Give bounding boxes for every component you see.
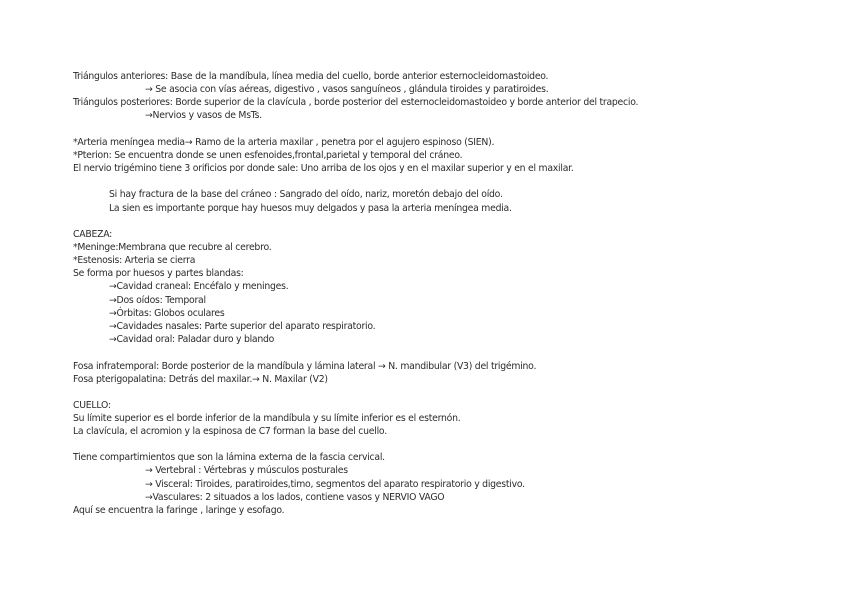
section-heading: CUELLO: xyxy=(73,400,111,411)
text-line: Triángulos posteriores: Borde superior de la clavícula , borde posterior del esternocleidomastoideo y borde anterior del trapecio. xyxy=(73,97,639,108)
text-line: Tiene compartimientos que son la lámina externa de la fascia cervical. xyxy=(73,452,385,463)
section-heading: CABEZA: xyxy=(73,229,113,240)
text-line: Su límite superior es el borde inferior de la mandíbula y su límite inferior es el esternón. xyxy=(73,413,461,424)
text-line: La sien es importante porque hay huesos muy delgados y pasa la arteria meníngea media. xyxy=(109,203,512,214)
text-line: Fosa pterigopalatina: Detrás del maxilar.→ N. Maxilar (V2) xyxy=(73,374,328,385)
text-line: → Se asocia con vías aéreas, digestivo , vasos sanguíneos , glándula tiroides y paratiroides. xyxy=(145,84,549,95)
list-item: → Visceral: Tiroides, paratiroides,timo, segmentos del aparato respiratorio y digestivo. xyxy=(145,479,525,490)
list-item: →Órbitas: Globos oculares xyxy=(109,308,225,319)
list-item: →Cavidad oral: Paladar duro y blando xyxy=(109,334,275,345)
text-line: Se forma por huesos y partes blandas: xyxy=(73,268,244,279)
text-line: Fosa infratemporal: Borde posterior de la mandíbula y lámina lateral → N. mandibular (V3) del trigémino. xyxy=(73,361,537,372)
text-line: Triángulos anteriores: Base de la mandíbula, línea media del cuello, borde anterior esternocleidomastoideo. xyxy=(73,71,549,82)
text-line: *Arteria meníngea media→ Ramo de la arteria maxilar , penetra por el agujero espinoso (SIEN). xyxy=(73,137,495,148)
list-item: →Dos oídos: Temporal xyxy=(109,295,206,306)
text-line: *Pterion: Se encuentra donde se unen esfenoides,frontal,parietal y temporal del cráneo. xyxy=(73,150,463,161)
text-line: El nervio trigémino tiene 3 orificios por donde sale: Uno arriba de los ojos y en el maxilar superior y en el maxilar. xyxy=(73,163,574,174)
text-line: *Estenosis: Arteria se cierra xyxy=(73,255,196,266)
list-item: →Cavidades nasales: Parte superior del aparato respiratorio. xyxy=(109,321,376,332)
text-line: Si hay fractura de la base del cráneo : Sangrado del oído, nariz, moretón debajo del oído. xyxy=(109,189,503,200)
text-line: Aquí se encuentra la faringe , laringe y esofago. xyxy=(73,505,285,516)
list-item: → Vertebral : Vértebras y músculos posturales xyxy=(145,465,348,476)
list-item: →Cavidad craneal: Encéfalo y meninges. xyxy=(109,281,289,292)
text-line: →Nervios y vasos de MsTs. xyxy=(145,110,262,121)
text-line: La clavícula, el acromion y la espinosa de C7 forman la base del cuello. xyxy=(73,426,387,437)
text-line: *Meninge:Membrana que recubre al cerebro. xyxy=(73,242,272,253)
list-item: →Vasculares: 2 situados a los lados, contiene vasos y NERVIO VAGO xyxy=(145,492,445,503)
